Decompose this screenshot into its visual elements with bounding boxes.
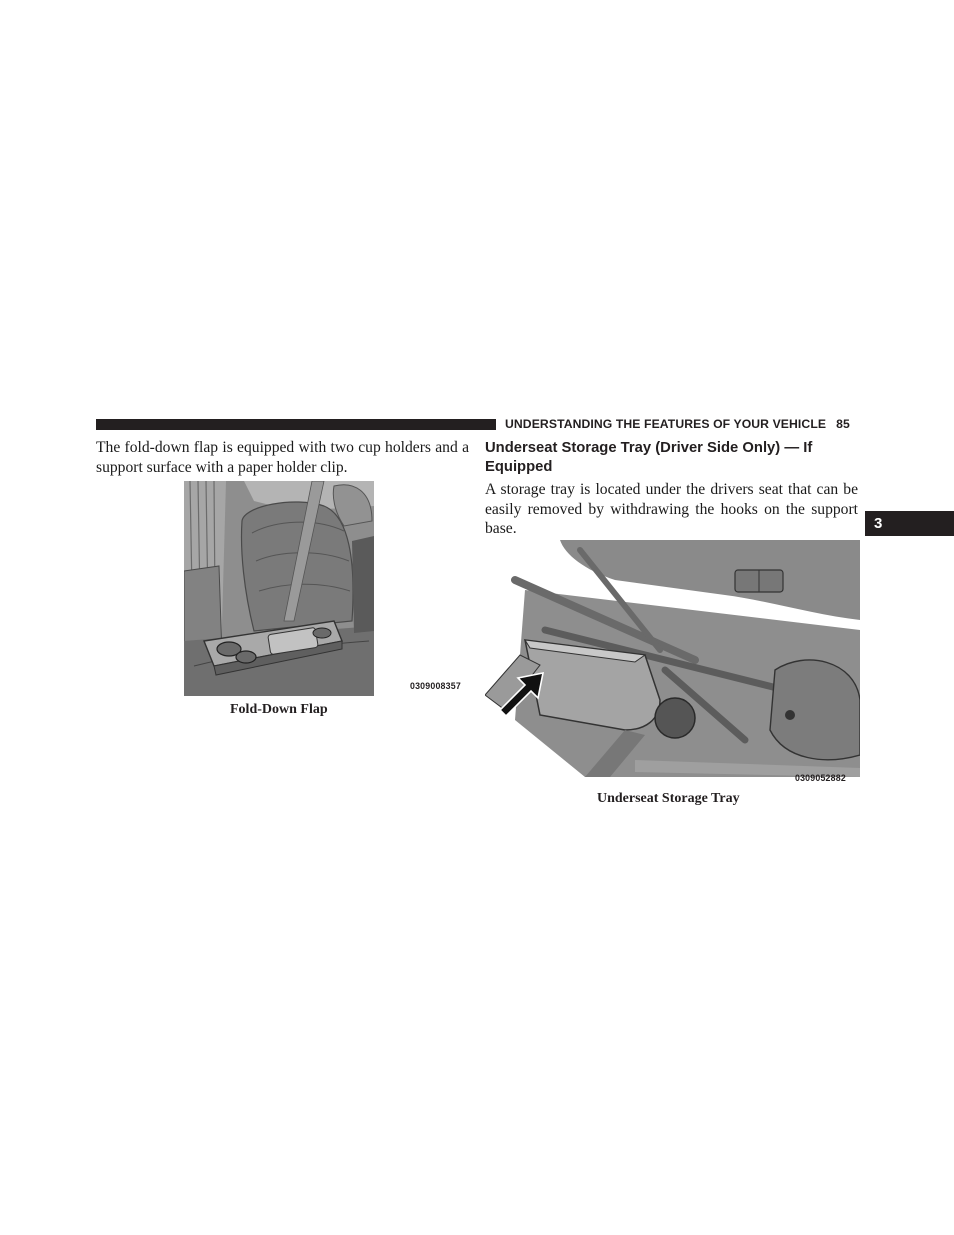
fold-down-flap-caption: Fold-Down Flap	[230, 702, 328, 717]
fold-down-flap-figure-code: 0309008357	[410, 681, 461, 691]
underseat-storage-caption: Underseat Storage Tray	[597, 791, 740, 806]
underseat-storage-heading: Underseat Storage Tray (Driver Side Only) — If Equipped	[485, 440, 813, 475]
chapter-tab-label: 3	[874, 515, 883, 532]
fold-down-flap-paragraph: The fold-down flap is equipped with two cup holders and a support surface with a paper holder clip.	[96, 439, 469, 476]
underseat-storage-paragraph: A storage tray is located under the drivers seat that can be easily removed by withdrawing the hooks on the support base.	[485, 481, 858, 537]
rear-seat-fold-down-flap-illustration	[184, 481, 374, 696]
underseat-storage-tray-illustration	[485, 540, 860, 777]
header-section-title: UNDERSTANDING THE FEATURES OF YOUR VEHICLE	[505, 417, 827, 431]
running-header	[505, 417, 850, 431]
header-rule	[96, 419, 496, 430]
chapter-tab	[865, 511, 954, 536]
underseat-storage-figure	[485, 540, 860, 777]
fold-down-flap-figure	[184, 481, 374, 696]
page-number: 85	[836, 417, 850, 431]
underseat-storage-figure-code: 0309052882	[795, 773, 846, 783]
